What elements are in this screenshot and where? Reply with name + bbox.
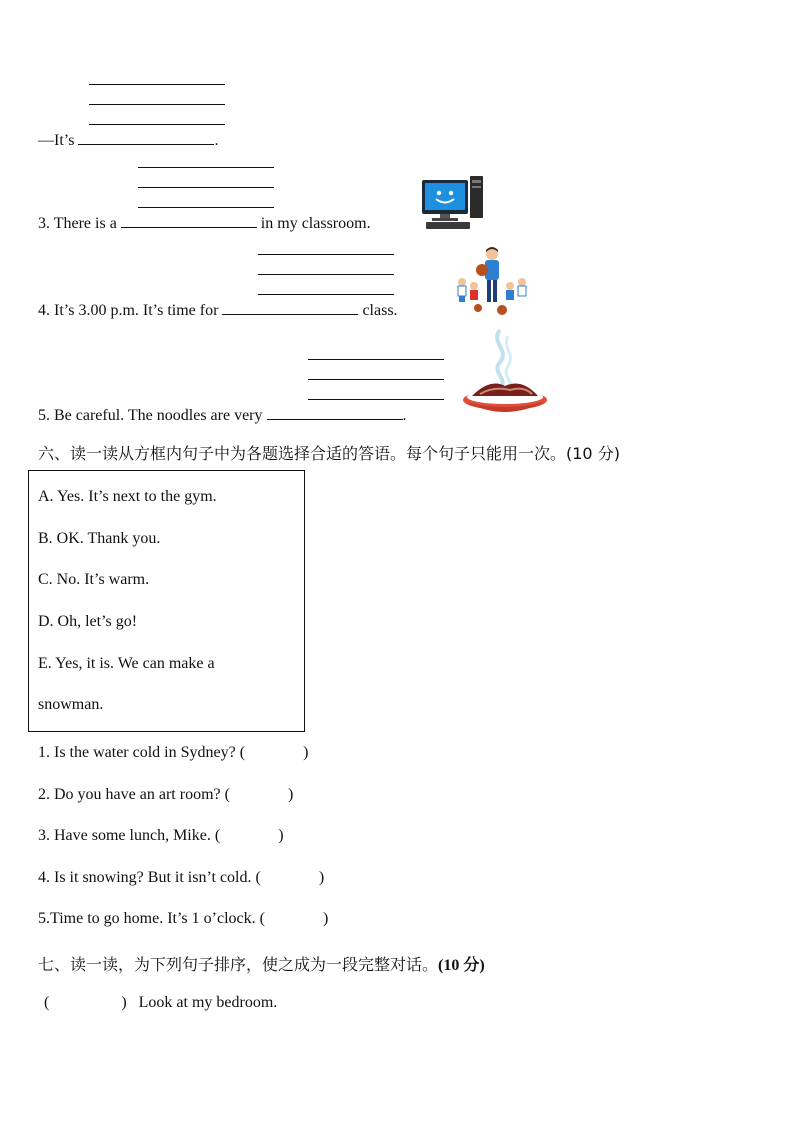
options-box (28, 470, 305, 732)
question-1 (38, 744, 308, 762)
computer-icon (420, 174, 486, 232)
option-e: E. Yes, it is. We can make a (38, 655, 215, 672)
period: . (402, 407, 407, 424)
writing-line (308, 399, 444, 400)
answer-parentheses[interactable]: ( ) (224, 786, 294, 803)
question-4 (38, 869, 324, 887)
period: . (214, 132, 219, 149)
writing-line (308, 379, 444, 380)
option-b: B. OK. Thank you. (38, 530, 161, 547)
writing-line (89, 124, 225, 125)
q2-answer-line (38, 132, 218, 150)
question-text: 3. Have some lunch, Mike. (38, 827, 211, 844)
option-a: A. Yes. It’s next to the gym. (38, 488, 217, 505)
writing-line (138, 207, 274, 208)
q4-suffix: class. (362, 302, 398, 319)
option-c: C. No. It’s warm. (38, 571, 150, 588)
q3-prefix: 3. There is a (38, 215, 117, 232)
section6-heading: 六、读一读从方框内句子中为各题选择合适的答语。每个句子只能用一次。(10 分) (38, 444, 620, 463)
section7-score: (10 分) (438, 957, 485, 974)
question-2 (38, 786, 293, 804)
question-text: 1. Is the water cold in Sydney? (38, 744, 236, 761)
ordering-sentence: Look at my bedroom. (138, 994, 278, 1011)
question-3 (38, 827, 284, 845)
answer-parentheses[interactable]: ( ) (239, 744, 309, 761)
teacher-children-icon (452, 246, 532, 318)
question-text: 5.Time to go home. It’s 1 o’clock. (38, 910, 256, 927)
answer-blank[interactable] (121, 226, 257, 228)
writing-line (258, 274, 394, 275)
writing-line (138, 167, 274, 168)
answer-parentheses[interactable]: ( ) (214, 827, 284, 844)
section7-heading-text: 七、读一读，为下列句子排序，使之成为一段完整对话。 (38, 955, 439, 974)
question-text: 2. Do you have an art room? (38, 786, 221, 803)
q5-line (38, 407, 407, 425)
option-d: D. Oh, let’s go! (38, 613, 138, 630)
q3-line (38, 215, 371, 233)
hot-noodles-icon (460, 326, 550, 422)
answer-blank[interactable] (267, 418, 403, 420)
question-text: 4. Is it snowing? But it isn’t cold. (38, 869, 252, 886)
writing-line (89, 104, 225, 105)
question-5 (38, 910, 328, 928)
answer-blank[interactable] (222, 313, 358, 315)
q4-prefix: 4. It’s 3.00 p.m. It’s time for (38, 302, 219, 319)
ordering-item-1 (44, 994, 277, 1012)
writing-line (258, 294, 394, 295)
writing-line (308, 359, 444, 360)
answer-parentheses[interactable]: ( ) (259, 910, 329, 927)
q2-answer-prefix: —It’s (38, 132, 75, 149)
writing-line (258, 254, 394, 255)
section7-heading (38, 952, 485, 975)
q3-suffix: in my classroom. (260, 215, 371, 232)
option-e-continued: snowman. (38, 696, 104, 713)
answer-parentheses[interactable]: ( ) (44, 994, 127, 1011)
q5-prefix: 5. Be careful. The noodles are very (38, 407, 263, 424)
writing-line (138, 187, 274, 188)
q4-line (38, 302, 398, 320)
answer-parentheses[interactable]: ( ) (255, 869, 325, 886)
writing-line (89, 84, 225, 85)
answer-blank[interactable] (78, 143, 214, 145)
